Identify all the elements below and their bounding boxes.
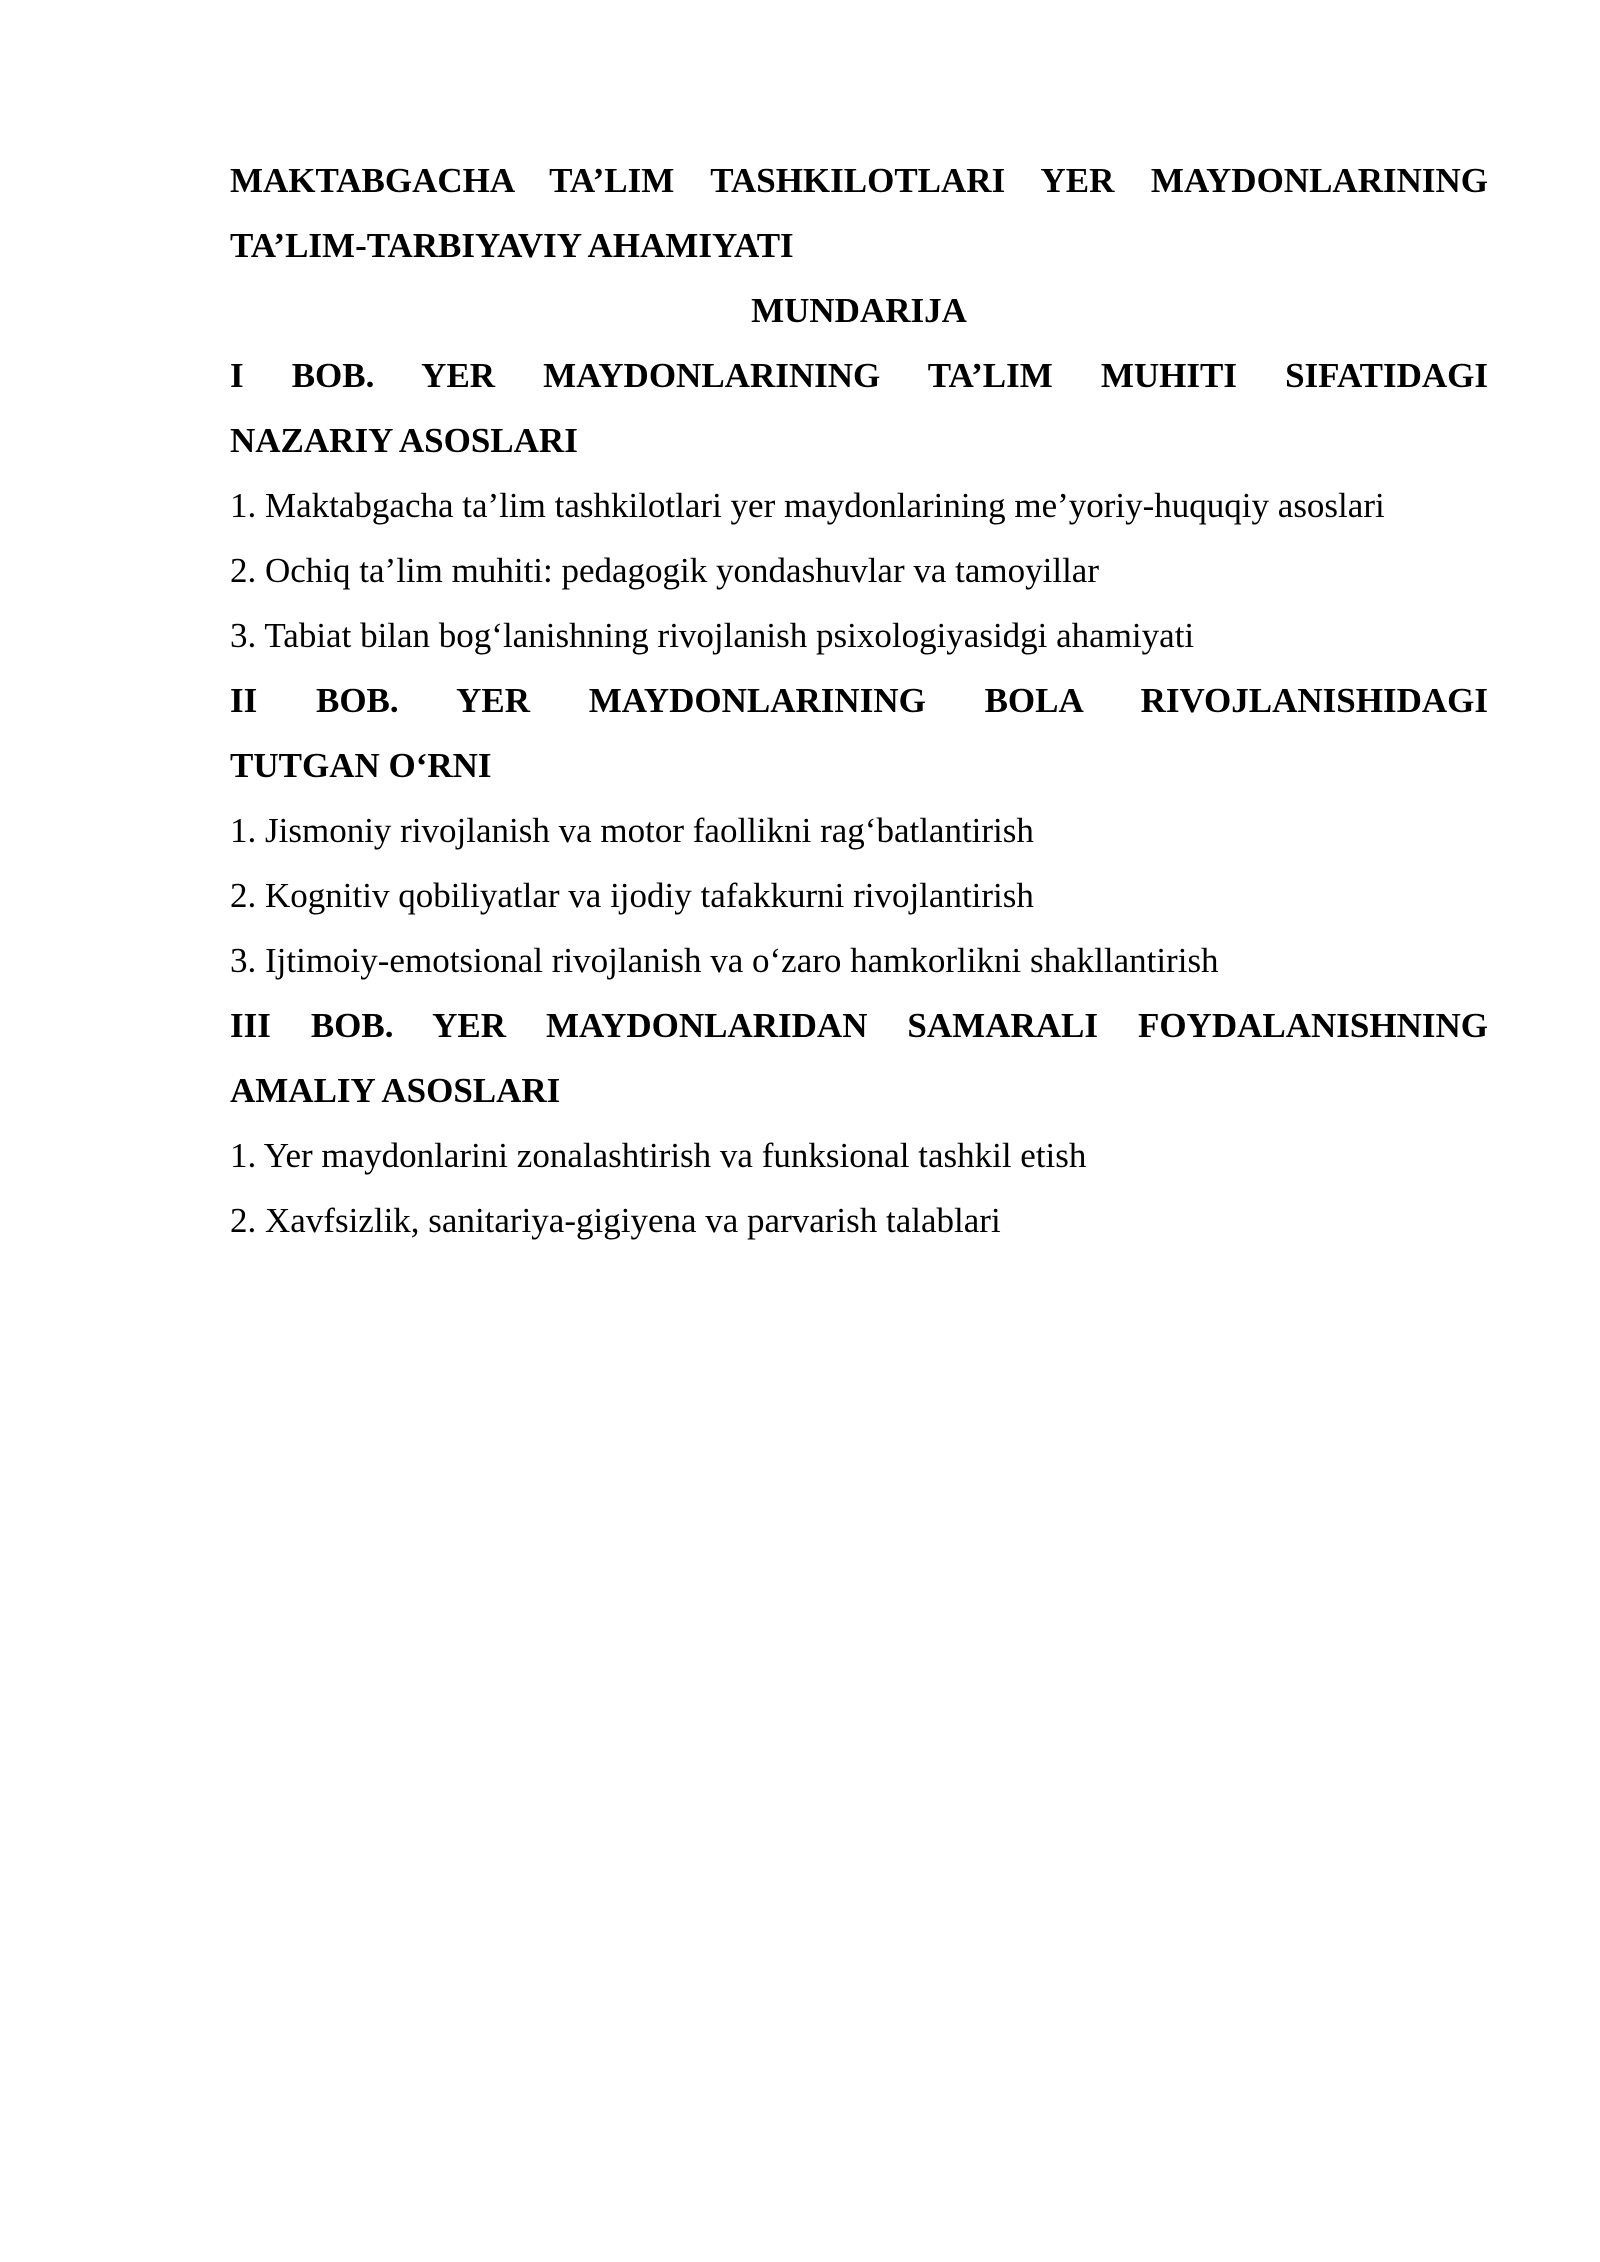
chapter-heading-line-2: NAZARIY ASOSLARI: [230, 421, 578, 460]
document-title-line-1: MAKTABGACHA TA’LIM TASHKILOTLARI YER MAYDONLARINING: [230, 161, 1488, 200]
document-page: [230, 148, 1488, 1253]
chapter-3: [230, 993, 1488, 1253]
chapter-heading-line-1: I BOB. YER MAYDONLARINING TA’LIM MUHITI SIFATIDAGI: [230, 356, 1488, 395]
toc-item: 2. Xavfsizlik, sanitariya-gigiyena va parvarish talablari: [230, 1201, 1001, 1240]
chapter-heading-line-2: AMALIY ASOSLARI: [230, 1071, 561, 1110]
toc-item: 1. Yer maydonlarini zonalashtirish va funksional tashkil etish: [230, 1136, 1087, 1175]
toc-item: 2. Ochiq ta’lim muhiti: pedagogik yondashuvlar va tamoyillar: [230, 551, 1099, 590]
toc-item: 1. Maktabgacha ta’lim tashkilotlari yer maydonlarining me’yoriy-huquqiy asoslari: [230, 486, 1385, 525]
toc-item: 2. Kognitiv qobiliyatlar va ijodiy tafakkurni rivojlantirish: [230, 876, 1034, 915]
chapter-heading-line-1: II BOB. YER MAYDONLARINING BOLA RIVOJLANISHIDAGI: [230, 681, 1488, 720]
chapter-heading-line-2: TUTGAN O‘RNI: [230, 746, 492, 785]
toc-item: 1. Jismoniy rivojlanish va motor faollikni rag‘batlantirish: [230, 811, 1034, 850]
toc-item: 3. Tabiat bilan bog‘lanishning rivojlanish psixologiyasidgi ahamiyati: [230, 616, 1195, 655]
toc-item: 3. Ijtimoiy-emotsional rivojlanish va o‘zaro hamkorlikni shakllantirish: [230, 941, 1219, 980]
chapter-2: [230, 668, 1488, 993]
chapter-1: [230, 343, 1488, 668]
chapter-heading-line-1: III BOB. YER MAYDONLARIDAN SAMARALI FOYDALANISHNING: [230, 1006, 1488, 1045]
document-title-line-2: TA’LIM-TARBIYAVIY AHAMIYATI: [230, 226, 794, 265]
toc-heading: MUNDARIJA: [751, 291, 967, 330]
